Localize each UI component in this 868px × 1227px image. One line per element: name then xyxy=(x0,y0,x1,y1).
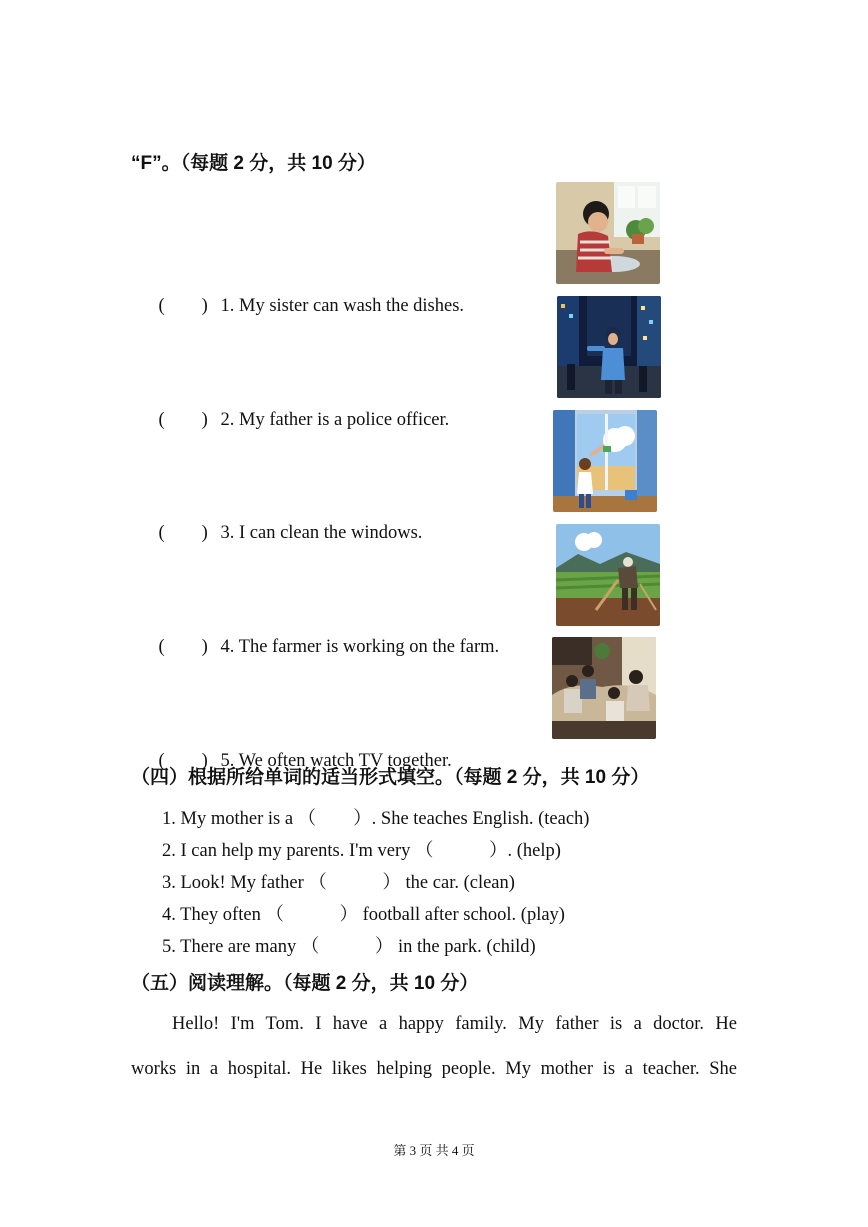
answer-paren[interactable]: ( ) xyxy=(158,637,208,657)
judge-item-text: 5. We often watch TV together. xyxy=(220,751,452,771)
fill-item-1: 1. My mother is a （ ）. She teaches English. (teach) xyxy=(162,809,590,829)
child-cleaning-window-photo xyxy=(553,410,657,512)
fill-item-2: 2. I can help my parents. I'm very （ ）. (help) xyxy=(162,841,561,861)
boy-washing-dishes-photo xyxy=(556,182,660,284)
judge-item-text: 3. I can clean the windows. xyxy=(220,523,423,543)
answer-paren[interactable]: ( ) xyxy=(158,410,208,430)
section4-heading: （四）根据所给单词的适当形式填空。（每题 2 分，共 10 分） xyxy=(131,767,650,788)
judge-item-text: 1. My sister can wash the dishes. xyxy=(220,296,465,316)
judge-item-1 xyxy=(140,270,464,338)
answer-paren[interactable]: ( ) xyxy=(158,296,208,316)
police-officer-city-photo xyxy=(557,296,661,398)
reading-line-1: Hello! I'm Tom. I have a happy family. My father is a doctor. He xyxy=(172,1014,737,1034)
instruction-tail: “F”。（每题 2 分，共 10 分） xyxy=(131,153,376,174)
judge-item-text: 4. The farmer is working on the farm. xyxy=(220,637,500,657)
fill-item-3: 3. Look! My father （ ） the car. (clean) xyxy=(162,873,515,893)
section5-heading: （五）阅读理解。（每题 2 分，共 10 分） xyxy=(131,973,479,994)
fill-item-5: 5. There are many （ ） in the park. (child) xyxy=(162,937,536,957)
judge-item-3 xyxy=(140,497,422,565)
farmer-field-photo xyxy=(556,524,660,626)
judge-item-text: 2. My father is a police officer. xyxy=(220,410,450,430)
fill-item-4: 4. They often （ ） football after school. (play) xyxy=(162,905,565,925)
reading-line-2: works in a hospital. He likes helping people. My mother is a teacher. She xyxy=(131,1059,737,1079)
answer-paren[interactable]: ( ) xyxy=(158,523,208,543)
answer-paren[interactable]: ( ) xyxy=(158,751,208,771)
judge-item-2 xyxy=(140,384,449,452)
judge-item-4 xyxy=(140,611,499,679)
page-footer: 第 3 页 共 4 页 xyxy=(393,1143,475,1158)
family-sofa-photo xyxy=(552,637,656,739)
